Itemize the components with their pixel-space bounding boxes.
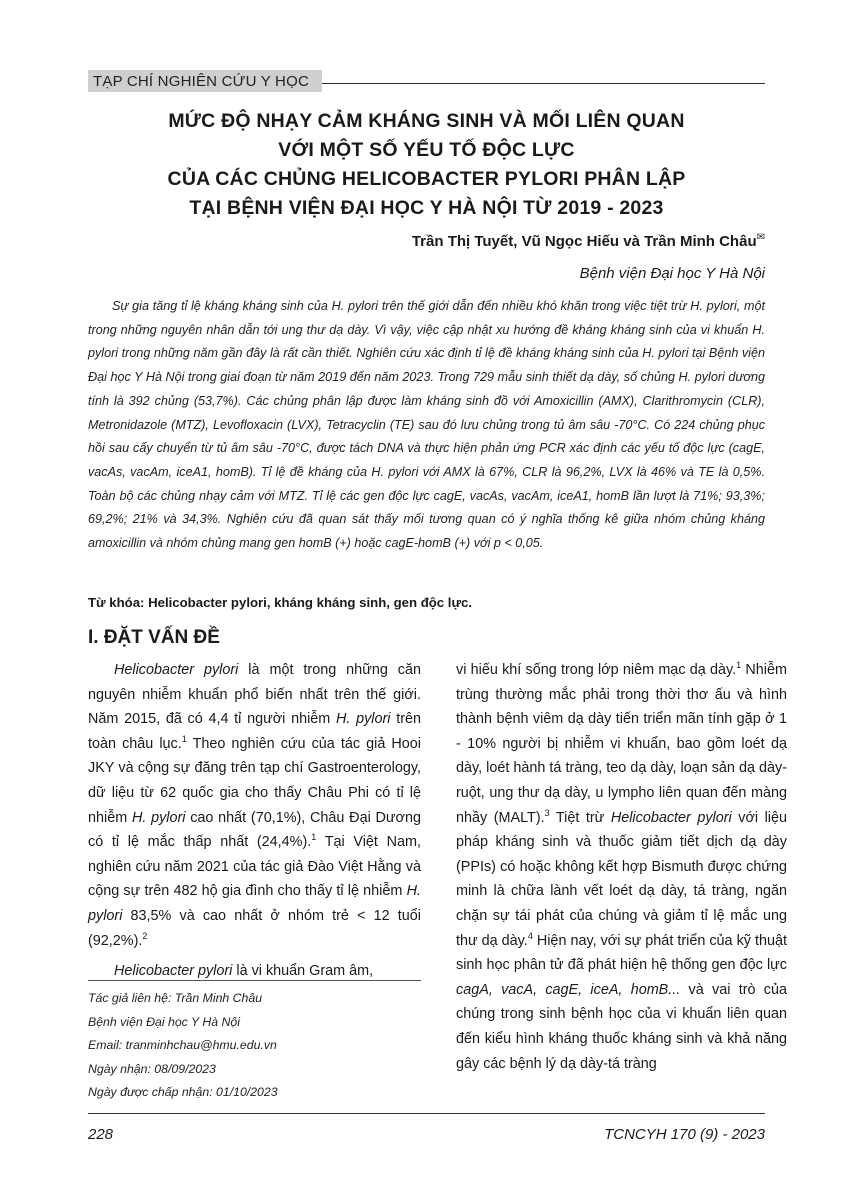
title-line-3: CỦA CÁC CHỦNG HELICOBACTER PYLORI PHÂN LẬP (167, 168, 686, 190)
left-column (88, 658, 421, 984)
right-column (456, 658, 787, 1076)
keywords: Từ khóa: Helicobacter pylori, kháng kháng sinh, gen độc lực. (88, 595, 473, 610)
paragraph: Helicobacter pylori là một trong những căn nguyên nhiễm khuẩn phổ biến nhất trên thế giới. Năm 2015, đã có 4,4 tỉ người nhiễm H. pylori trên toàn châu lục.$^1$ Theo nghiên cứu của tác giả Hooi JKY và cộng sự đăng trên tạp chí Gastroenterology, dữ liệu từ 62 quốc gia cho thấy Châu Phi có tỉ lệ nhiễm H. pylori cao nhất (70,1%), Châu Đại Dương có tỉ lệ mắc thấp nhất (24,4%).$^1$ Tại Việt Nam, nghiên cứu năm 2021 của tác giả Đào Việt Hằng và cộng sự trên 482 hộ gia đình cho thấy tỉ lệ nhiễm H. pylori 83,5% và cao nhất ở nhóm trẻ < 12 tuổi (92,2%).$^2$ (88, 662, 422, 949)
title-line-1: MỨC ĐỘ NHẠY CẢM KHÁNG SINH VÀ MỐI LIÊN QUAN (168, 110, 685, 132)
author-names: Trần Thị Tuyết, Vũ Ngọc Hiếu và Trần Minh Châu (411, 233, 757, 250)
page-number: 228 (88, 1126, 114, 1143)
section-heading: I. ĐẶT VẤN ĐỀ (88, 627, 220, 648)
title-line-4: TẠI BỆNH VIỆN ĐẠI HỌC Y HÀ NỘI TỪ 2019 - 2023 (189, 197, 664, 219)
header-rule (322, 83, 765, 84)
footnote-contact: Tác giả liên hệ: Trần Minh Châu (88, 991, 263, 1005)
footnote (88, 987, 421, 1105)
issue-label: TCNCYH 170 (9) - 2023 (604, 1126, 765, 1143)
footnote-received: Ngày nhận: 08/09/2023 (88, 1061, 216, 1076)
paragraph: Helicobacter pylori là vi khuẩn Gram âm, (114, 963, 374, 980)
affiliation: Bệnh viện Đại học Y Hà Nội (579, 265, 765, 282)
abstract-text: Sự gia tăng tỉ lệ kháng kháng sinh của H. pylori trên thế giới dẫn đến nhiều khó khăn trong việc tiệt trừ H. pylori, một trong những nguyên nhân dẫn tới ung thư dạ dày. Vì vậy, việc cập nhật xu hướng đề kháng kháng sinh của vi khuẩn H. pylori trong những năm gần đây là rất cần thiết. Nghiên cứu xác định tỉ lệ đề kháng kháng sinh của H. pylori tại Bệnh viện Đại học Y Hà Nội trong giai đoạn từ năm 2019 đến năm 2023. Trong 729 mẫu sinh thiết dạ dày, số chủng H. pylori dương tính là 392 chủng (53,7%). Các chủng phân lập được làm kháng sinh đồ với Amoxicillin (AMX), Clarithromycin (CLR), Metronidazole (MTZ), Levofloxacin (LVX), Tetracyclin (TE) sau đó lưu chủng trong tủ âm sâu -70°C. Có 224 chủng phục hồi sau cấy chuyển từ tủ âm sâu -70°C, được tách DNA và thực hiện phản ứng PCR xác định các yếu tố độc lực (cagE, vacAs, vacAm, iceA1, homB). Tỉ lệ đề kháng của H. pylori với AMX là 67%, CLR là 96,2%, LVX là 46% và TE là 0,5%. Toàn bộ các chủng nhạy cảm với MTZ. Tỉ lệ các gen độc lực cagE, vacAs, vacAm, iceA1, homB lần lượt là 71%; 93,3%; 69,2%; 21% và 34,3%. Nghiên cứu đã quan sát thấy mối tương quan có ý nghĩa thống kê giữa nhóm chủng kháng amoxicillin và nhóm chủng mang gen homB (+) hoặc cagE-homB (+) với p < 0,05. (88, 299, 765, 551)
paragraph: vi hiếu khí sống trong lớp niêm mạc dạ dày.$^1$ Nhiễm trùng thường mắc phải trong thời thơ ấu và hình thành bệnh viêm dạ dày tiến triển mãn tính gặp ở 1 - 10% người bị nhiễm vi khuẩn, bao gồm loét dạ dày, loét hành tá tràng, teo dạ dày, loạn sản dạ dày-ruột, ung thư dạ dày, u lympho liên quan đến màng nhầy (MALT).$^3$ Tiệt trừ Helicobacter pylori với liệu pháp kháng sinh và thuốc giảm tiết dịch dạ dày (PPIs) có hoặc không kết hợp Bismuth được chứng minh là chữa lành vết loét dạ dày, tá tràng, ngăn chặn sự tái phát của chúng và giảm tỉ lệ mắc ung thư dạ dày.$^4$ Hiện nay, với sự phát triển của kỹ thuật sinh học phân tử đã phát hiện hệ thống gen độc lực cagA, vacA, cagE, iceA, homB... và vai trò của chúng trong sinh bệnh học của vi khuẩn liên quan đến kiểu hình kháng thuốc kháng sinh và khả năng gây các bệnh lý dạ dày-tá tràng (456, 660, 788, 1072)
abstract (88, 295, 765, 556)
footer-rule (88, 1113, 765, 1114)
author-list (412, 232, 765, 250)
footnote-rule (88, 980, 421, 981)
article-title (88, 107, 765, 223)
footnote-email: Email: tranminhchau@hmu.edu.vn (88, 1038, 277, 1053)
journal-name: TẠP CHÍ NGHIÊN CỨU Y HỌC (93, 73, 309, 90)
title-line-2: VỚI MỘT SỐ YẾU TỐ ĐỘC LỰC (278, 139, 575, 161)
envelope-icon: ✉ (756, 232, 765, 243)
footnote-accepted: Ngày được chấp nhận: 01/10/2023 (88, 1085, 278, 1100)
footnote-org: Bệnh viện Đại học Y Hà Nội (88, 1014, 240, 1029)
